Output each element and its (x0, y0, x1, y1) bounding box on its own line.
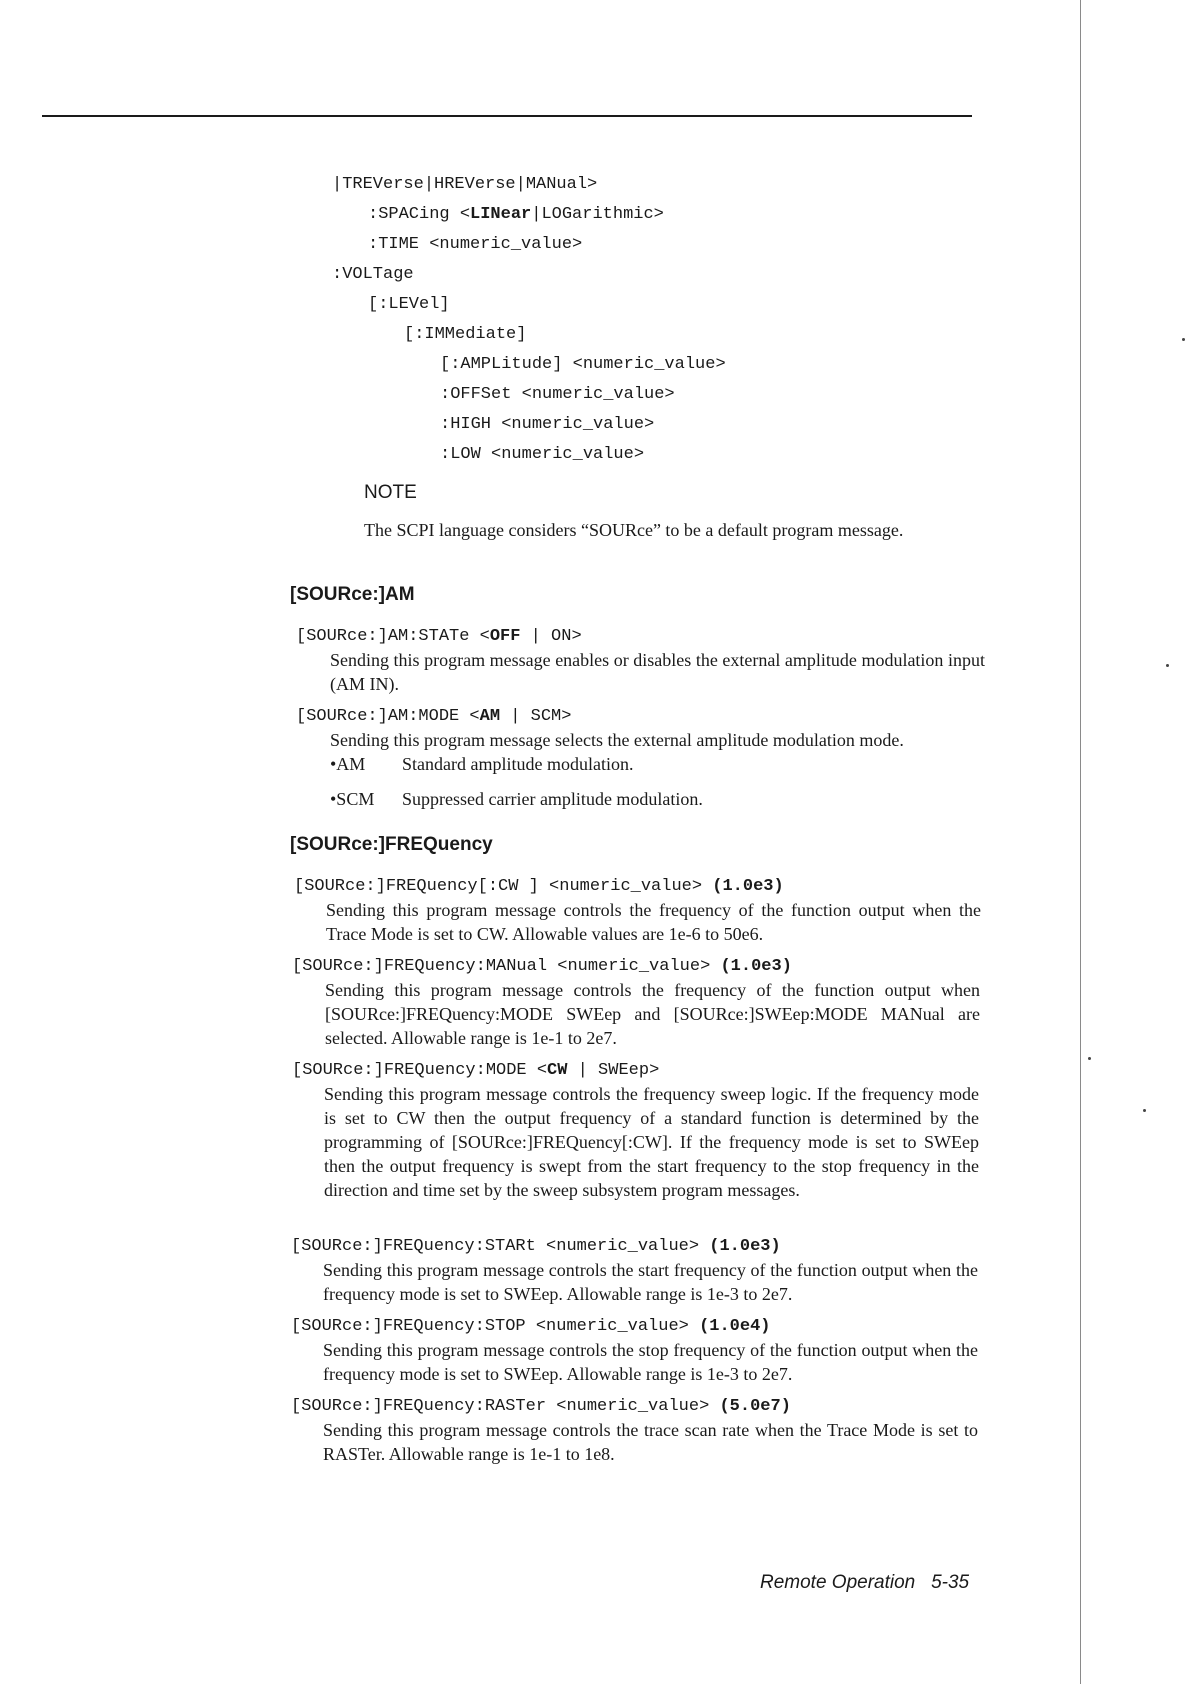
scan-speck (1182, 338, 1185, 341)
page-edge-line (1080, 0, 1081, 1684)
code-line: :HIGH <numeric_value> (440, 415, 655, 434)
code-line: :OFFSet <numeric_value> (440, 385, 675, 404)
code-line: [:LEVel] (368, 295, 450, 314)
command-freq-mode: [SOURce:]FREQuency:MODE <CW | SWEep> (292, 1061, 660, 1080)
command-am-mode: [SOURce:]AM:MODE <AM | SCM> (296, 707, 572, 726)
bullet-item: •SCM Suppressed carrier amplitude modulation. (330, 789, 703, 809)
code-line: [:AMPLitude] <numeric_value> (440, 355, 726, 374)
code-line: :TIME <numeric_value> (368, 235, 583, 254)
command-freq-start: [SOURce:]FREQuency:STARt <numeric_value> (1.0e3) (291, 1237, 781, 1256)
section-heading-frequency: [SOURce:]FREQuency (290, 834, 493, 855)
command-description: Sending this program message selects the external amplitude modulation mode. (330, 730, 904, 750)
section-heading-am: [SOURce:]AM (290, 584, 415, 605)
scan-speck (1088, 1057, 1091, 1060)
command-description: Sending this program message controls the trace scan rate when the Trace Mode is set to RASTer. Allowable range is 1e-1 to 1e8. (323, 1420, 978, 1464)
note-text: The SCPI language considers “SOURce” to be a default program message. (364, 520, 904, 540)
note-label: NOTE (364, 482, 417, 503)
command-description: Sending this program message enables or disables the external amplitude modulation input (AM IN). (330, 650, 985, 694)
page-footer: Remote Operation 5-35 (760, 1572, 970, 1593)
command-description: Sending this program message controls the start frequency of the function output when the frequency mode is set to SWEep. Allowable range is 1e-3 to 2e7. (323, 1260, 978, 1304)
code-line: :SPACing <LINear|LOGarithmic> (368, 205, 664, 224)
code-line: :LOW <numeric_value> (440, 445, 645, 464)
code-line: [:IMMediate] (404, 325, 527, 344)
command-description: Sending this program message controls the frequency sweep logic. If the frequency mode is set to CW then the output frequency of a standard function is determined by the programming of [SOURce:]FREQuency[:CW]. If the frequency mode is set to SWEep then the output frequency is swept from the start frequency to the stop frequency in the direction and time set by the sweep subsystem program messages. (324, 1084, 979, 1200)
command-am-state: [SOURce:]AM:STATe <OFF | ON> (296, 627, 582, 646)
command-freq-cw: [SOURce:]FREQuency[:CW ] <numeric_value> (1.0e3) (294, 877, 784, 896)
code-line: :VOLTage (332, 265, 414, 284)
scan-speck (1166, 664, 1169, 667)
command-freq-manual: [SOURce:]FREQuency:MANual <numeric_value> (1.0e3) (292, 957, 792, 976)
command-freq-raster: [SOURce:]FREQuency:RASTer <numeric_value> (5.0e7) (291, 1397, 791, 1416)
code-line: |TREVerse|HREVerse|MANual> (332, 175, 598, 194)
command-description: Sending this program message controls the frequency of the function output when [SOURce:]FREQuency:MODE SWEep and [SOURce:]SWEep:MODE MANual are selected. Allowable range is 1e-1 to 2e7. (325, 980, 980, 1048)
command-description: Sending this program message controls the frequency of the function output when the Trace Mode is set to CW. Allowable values are 1e-6 to 50e6. (326, 900, 981, 944)
command-freq-stop: [SOURce:]FREQuency:STOP <numeric_value> (1.0e4) (291, 1317, 771, 1336)
command-description: Sending this program message controls the stop frequency of the function output when the frequency mode is set to SWEep. Allowable range is 1e-3 to 2e7. (323, 1340, 978, 1384)
bullet-item: •AM Standard amplitude modulation. (330, 754, 634, 774)
scan-speck (1143, 1109, 1146, 1112)
top-rule (42, 115, 972, 117)
